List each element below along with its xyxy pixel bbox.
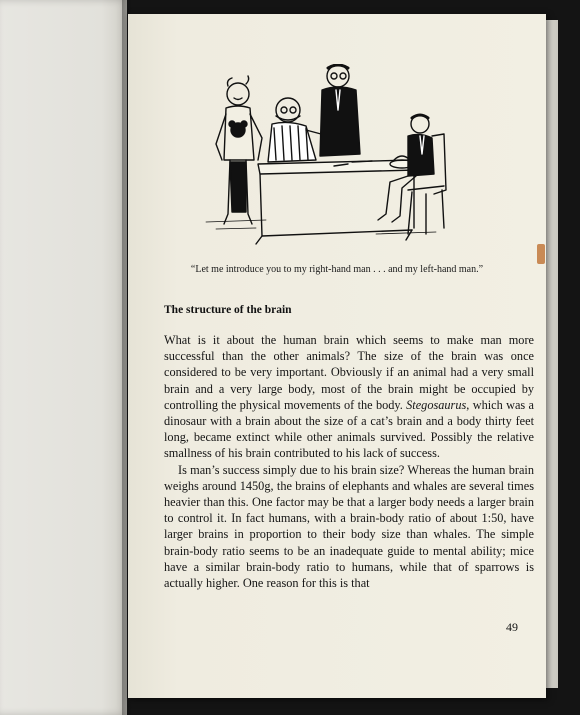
cartoon-illustration <box>176 64 476 254</box>
section-heading: The structure of the brain <box>164 304 292 316</box>
body-text <box>164 332 534 591</box>
paragraph-1 <box>164 332 534 462</box>
paragraph-1-part-1: What is it about the human brain which seems to make man more successful than the other animals? The size of the brain was once considered to be very important. Obviously if an animal had a very small brain and a very large body, most of the brain might be occupied by controlling the physical movements of the body. <box>164 333 534 412</box>
page-marker-tab <box>537 244 545 264</box>
species-name: Stegosaurus <box>406 397 467 412</box>
paragraph-2: Is man’s success simply due to his brain size? Whereas the human brain weighs around 1450g, the brains of elephants and whales are several times heavier than this. One factor may be that a larger body needs a larger brain to control it. In fact humans, with a brain-body ratio of about 1:50, have larger brains in proportion to their body size than whales. The simple brain-body ratio seems to be an inadequate guide to mental ability; mice have a similar brain-body ratio to humans, while that of sparrows is actually higher. One reason for this is that <box>164 462 534 591</box>
paragraph-1-part-2: , which was a dinosaur with a brain about the size of a cat’s brain and a body thirty feet long, became extinct while other animals survived. Possibly the relative smallness of his brain contributed to his lack of success. <box>164 397 534 461</box>
page-number: 49 <box>506 620 518 634</box>
left-page <box>0 0 127 715</box>
cartoon-caption: “Let me introduce you to my right-hand man . . . and my left-hand man.” <box>190 264 484 275</box>
page-edges <box>546 20 558 688</box>
right-page <box>128 14 546 698</box>
